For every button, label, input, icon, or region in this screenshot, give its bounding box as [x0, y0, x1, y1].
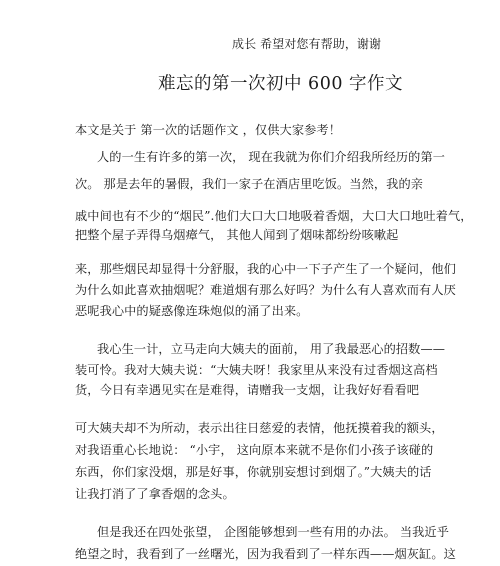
body-line: 把整个屋子弄得乌烟瘴气， 其他人闻到了烟味都纷纷咳嗽起: [75, 228, 399, 242]
body-line: 绝望之时，我看到了一丝曙光，因为我看到了一样东西——烟灰缸。这: [75, 547, 456, 561]
body-line: 我心生一计，立马走向大姨夫的面前， 用了我最恶心的招数——: [97, 342, 446, 356]
body-line: 次。 那是去年的暑假，我们一家子在酒店里吃饭。当然，我的亲: [75, 177, 424, 191]
body-line: 为什么如此喜欢抽烟呢？难道烟有那么好吗？为什么有人喜欢而有人厌: [75, 283, 456, 297]
article-title: 难忘的第一次初中 600 字作文: [158, 74, 404, 94]
page-header: 成长 希望对您有帮助，谢谢: [232, 37, 382, 51]
body-line: 戚中间也有不少的“烟民”.他们大口大口地吸着香烟，大口大口地吐着气，: [75, 209, 473, 223]
intro-line: 本文是关于 第一次的话题作文 ，仅供大家参考！: [75, 123, 341, 137]
body-line: 恶呢我心中的疑惑像连珠炮似的涌了出来。: [75, 304, 309, 318]
body-line: 对我语重心长地说： “小宇， 这向原本来就不是你们小孩子该碰的: [75, 443, 434, 457]
body-line: 来，那些烟民却显得十分舒服，我的心中一下子产生了一个疑问，他们: [75, 262, 456, 276]
body-line: 东西，你们家没烟，那是好事，你就别妄想讨到烟了。”大姨夫的话: [75, 465, 432, 479]
body-line: 人的一生有许多的第一次， 现在我就为你们介绍我所经历的第一: [97, 150, 446, 164]
body-line: 货，今日有幸遇见实在是难得，请赠我一支烟，让我好好看看吧: [75, 383, 420, 397]
body-line: 装可怜。我对大姨夫说：“大姨夫呀！我家里从来没有过香烟这高档: [75, 363, 438, 377]
body-line: 让我打消了了拿香烟的念头。: [75, 487, 235, 501]
body-line: 但是我还在四处张望， 企图能够想到一些有用的办法。 当我近乎: [97, 525, 449, 539]
body-line: 可大姨夫却不为所动，表示出往日慈爱的表情，他抚摸着我的额头，: [75, 421, 444, 435]
